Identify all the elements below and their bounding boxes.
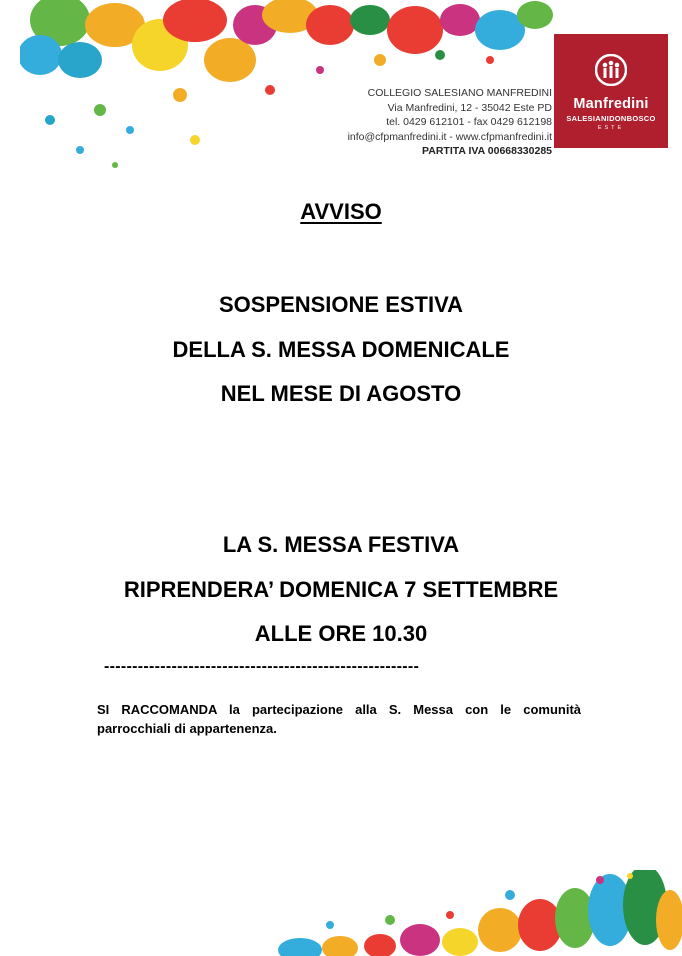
resumption-block [0,523,682,657]
header-vat: PARTITA IVA 00668330285 [422,145,552,157]
resumption-line-2: RIPRENDERA’ DOMENICA 7 SETTEMBRE [123,576,559,602]
salesian-emblem-icon [595,54,627,86]
manfredini-logo [554,34,668,148]
suspension-line-2: DELLA S. MESSA DOMENICALE [172,336,510,362]
header-contact-info [348,86,552,159]
resumption-line-1: LA S. MESSA FESTIVA [222,532,460,557]
header-line-phone: tel. 0429 612101 - fax 0429 612198 [386,116,552,128]
suspension-line-1: SOSPENSIONE ESTIVA [218,292,464,317]
notice-title: AVVISO [300,199,382,224]
logo-name: Manfredini [573,96,649,112]
header-line-web: info@cfpmanfredini.it - www.cfpmanfredini.it [347,130,552,143]
resumption-line-3: ALLE ORE 10.30 [254,621,428,646]
logo-subtitle: SALESIANIDONBOSCO [566,114,656,123]
recommendation-note: SI RACCOMANDA la partecipazione alla S. Messa con le comunità parrocchiali di appartenenza. [97,702,581,736]
paint-splash-bottom-decoration [270,870,682,956]
logo-city: ESTE [597,125,625,131]
suspension-block [0,283,682,417]
suspension-line-3: NEL MESE DI AGOSTO [220,381,462,406]
header-line-address: Via Manfredini, 12 - 35042 Este PD [387,101,552,114]
dashed-separator: -------------------------------------------------------- [104,658,420,675]
header-line-institution: COLLEGIO SALESIANO MANFREDINI [367,87,552,99]
